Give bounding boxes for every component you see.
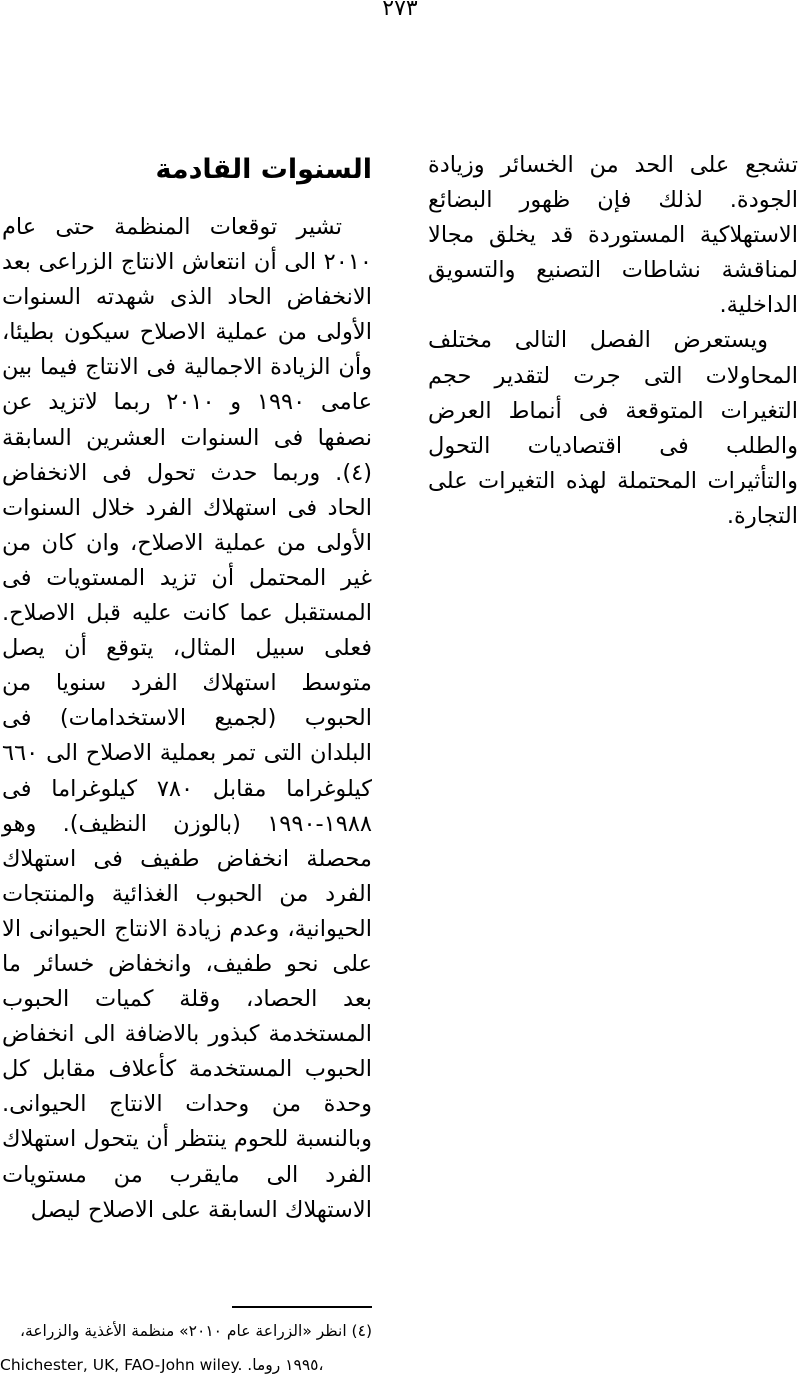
section-heading: السنوات القادمة	[155, 154, 372, 185]
footnote-line-1: (٤) انظر «الزراعة عام ٢٠١٠» منظمة الأغذية والزراعة،	[20, 1322, 372, 1340]
right-column	[428, 148, 798, 534]
left-column	[2, 146, 372, 1228]
left-paragraph: تشير توقعات المنظمة حتى عام ٢٠١٠ الى أن انتعاش الانتاج الزراعى بعد الانخفاض الحاد الذى شهدته السنوات الأولى من عملية الاصلاح سيكون بطيئا، وأن الزيادة الاجمالية فى الانتاج فيما بين عامى ١٩٩٠ و ٢٠١٠ ربما لاتزيد عن نصفها فى السنوات العشرين السابقة (٤). وربما حدث تحول فى الانخفاض الحاد فى استهلاك الفرد خلال السنوات الأولى من عملية الاصلاح، وان كان من غير المحتمل أن تزيد المستويات فى المستقبل عما كانت عليه قبل الاصلاح. فعلى سبيل المثال، يتوقع أن يصل متوسط استهلاك الفرد سنويا من الحبوب (لجميع الاستخدامات) فى البلدان التى تمر بعملية الاصلاح الى ٦٦٠ كيلوغراما مقابل ٧٨٠ كيلوغراما فى ١٩٨٨-١٩٩٠ (بالوزن النظيف). وهو محصلة انخفاض طفيف فى استهلاك الفرد من الحبوب الغذائية والمنتجات الحيوانية، وعدم زيادة الانتاج الحيوانى الا على نحو طفيف، وانخفاض خسائر ما بعد الحصاد، وقلة كميات الحبوب المستخدمة كبذور بالاضافة الى انخفاض الحبوب المستخدمة كأعلاف مقابل كل وحدة من وحدات الانتاج الحيوانى. وبالنسبة للحوم ينتظر أن يتحول استهلاك الفرد الى مايقرب من مستويات الاستهلاك السابقة على الاصلاح ليصل	[2, 214, 372, 1223]
page-number: ٢٧٣	[382, 0, 418, 21]
footnote-divider	[232, 1306, 372, 1308]
right-paragraph-1: تشجع على الحد من الخسائر وزيادة الجودة. لذلك فإن ظهور البضائع الاستهلاكية المستوردة قد يخلق مجالا لمناقشة نشاطات التصنيع والتسويق الداخلية.	[428, 152, 798, 319]
right-paragraph-2: ويستعرض الفصل التالى مختلف المحاولات التى جرت لتقدير حجم التغيرات المتوقعة فى أنماط العرض والطلب فى اقتصاديات التحول والتأثيرات المحتملة لهذه التغيرات على التجارة.	[428, 327, 798, 529]
footnote-line-2: Chichester, UK, FAO-John wiley. .١٩٩٥ روما،	[0, 1356, 324, 1374]
